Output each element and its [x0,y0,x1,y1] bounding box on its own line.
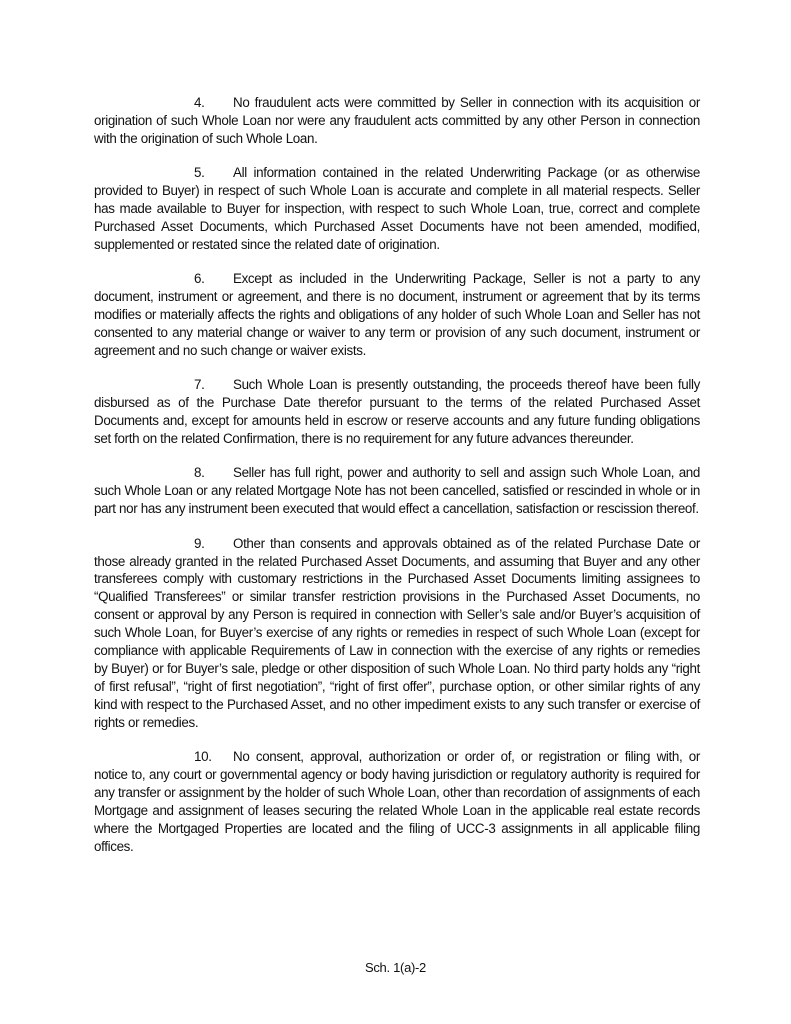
paragraph-5 [94,164,700,254]
paragraph-7 [94,376,700,448]
paragraph-10 [94,748,700,855]
document-body [94,94,700,872]
paragraph-text: No fraudulent acts were committed by Seller in connection with its acquisition or origination of such Whole Loan nor were any fraudulent acts committed by any other Person in connection with the origination of such Whole Loan. [94,95,700,146]
paragraph-text: No consent, approval, authorization or order of, or registration or filing with, or notice to, any court or governmental agency or body having jurisdiction or regulatory authority is required for any transfer or assignment by the holder of such Whole Loan, other than recordation of assignments of each Mortgage and assignment of leases securing the related Whole Loan in the applicable real estate records where the Mortgaged Properties are located and the filing of UCC-3 assignments in all applicable filing offices. [94,749,700,854]
paragraph-text: Such Whole Loan is presently outstanding, the proceeds thereof have been fully disbursed as of the Purchase Date therefor pursuant to the terms of the related Purchased Asset Documents and, except for amounts held in escrow or reserve accounts and any future funding obligations set forth on the related Confirmation, there is no requirement for any future advances thereunder. [94,377,700,446]
paragraph-number: 4. [194,95,205,110]
paragraph-text: Seller has full right, power and authority to sell and assign such Whole Loan, and such Whole Loan or any related Mortgage Note has not been cancelled, satisfied or rescinded in whole or in part nor has any instrument been executed that would effect a cancellation, satisfaction or rescission thereof. [94,465,700,517]
paragraph-4 [94,94,700,148]
paragraph-9 [94,535,700,732]
paragraph-6 [94,270,700,360]
paragraph-number: 8. [194,465,205,481]
paragraph-text: Except as included in the Underwriting Package, Seller is not a party to any document, instrument or agreement, and there is no document, instrument or agreement that by its terms modifies or materially affects the rights and obligations of any holder of such Whole Loan and Seller has not consented to any material change or waiver to any term or provision of any such document, instrument or agreement and no such change or waiver exists. [94,271,700,358]
paragraph-number: 7. [194,377,205,393]
page-footer: Sch. 1(a)-2 [364,960,426,975]
paragraph-text: Other than consents and approvals obtained as of the related Purchase Date or those already granted in the related Purchased Asset Documents, and assuming that Buyer and any other transferees comply with customary restrictions in the Purchased Asset Documents limiting assignees to “Qualified Transferees” or similar transfer restriction provisions in the Purchased Asset Documents, no consent or approval by any Person is required in connection with Seller’s sale and/or Buyer’s acquisition of such Whole Loan, for Buyer’s exercise of any rights or remedies in respect of such Whole Loan (except for compliance with applicable Requirements of Law in connection with the exercise of any rights or remedies by Buyer) or for Buyer’s sale, pledge or other disposition of such Whole Loan. No third party holds any “right of first refusal”, “right of first negotiation”, “right of first offer”, purchase option, or other similar rights of any kind with respect to the Purchased Asset, and no other impediment exists to any such transfer or exercise of rights or remedies. [94,535,700,730]
paragraph-number: 5. [194,165,205,181]
paragraph-8 [94,464,700,518]
paragraph-number: 6. [194,271,205,287]
paragraph-text: All information contained in the related Underwriting Package (or as otherwise provided to Buyer) in respect of such Whole Loan is accurate and complete in all material respects. Seller has made available to Buyer for inspection, with respect to such Whole Loan, true, correct and complete Purchased Asset Documents, which Purchased Asset Documents have not been amended, modified, supplemented or restated since the related date of origination. [94,165,700,252]
paragraph-number: 9. [194,535,205,551]
paragraph-number: 10. [194,749,212,765]
